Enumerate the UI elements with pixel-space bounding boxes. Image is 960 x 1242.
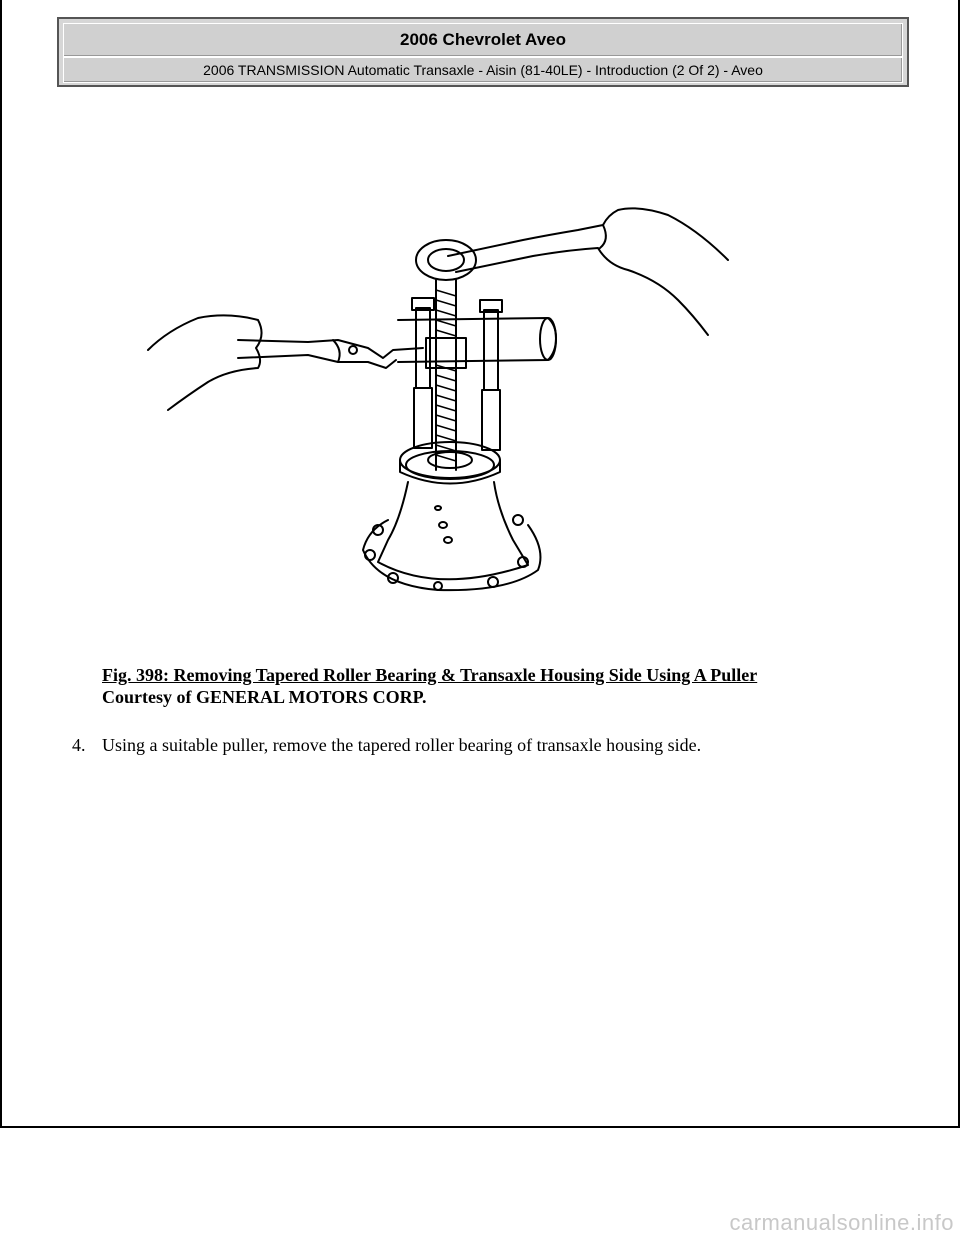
puller-illustration (138, 190, 750, 600)
figure-title: Fig. 398: Removing Tapered Roller Bearing & Transaxle Housing Side Using A Puller (102, 665, 758, 685)
figure-credit: Courtesy of GENERAL MOTORS CORP. (102, 687, 427, 707)
page-footer (0, 1130, 960, 1242)
header-subtitle: 2006 TRANSMISSION Automatic Transaxle - Aisin (81-40LE) - Introduction (2 Of 2) - Aveo (63, 57, 903, 83)
watermark-text: carmanualsonline.info (729, 1210, 954, 1235)
step-text: Using a suitable puller, remove the tapered roller bearing of transaxle housing side. (102, 735, 702, 755)
step-item (72, 734, 701, 756)
figure-caption (102, 664, 757, 708)
document-header (57, 17, 909, 87)
step-number: 4. (72, 735, 86, 755)
header-title: 2006 Chevrolet Aveo (63, 23, 903, 57)
